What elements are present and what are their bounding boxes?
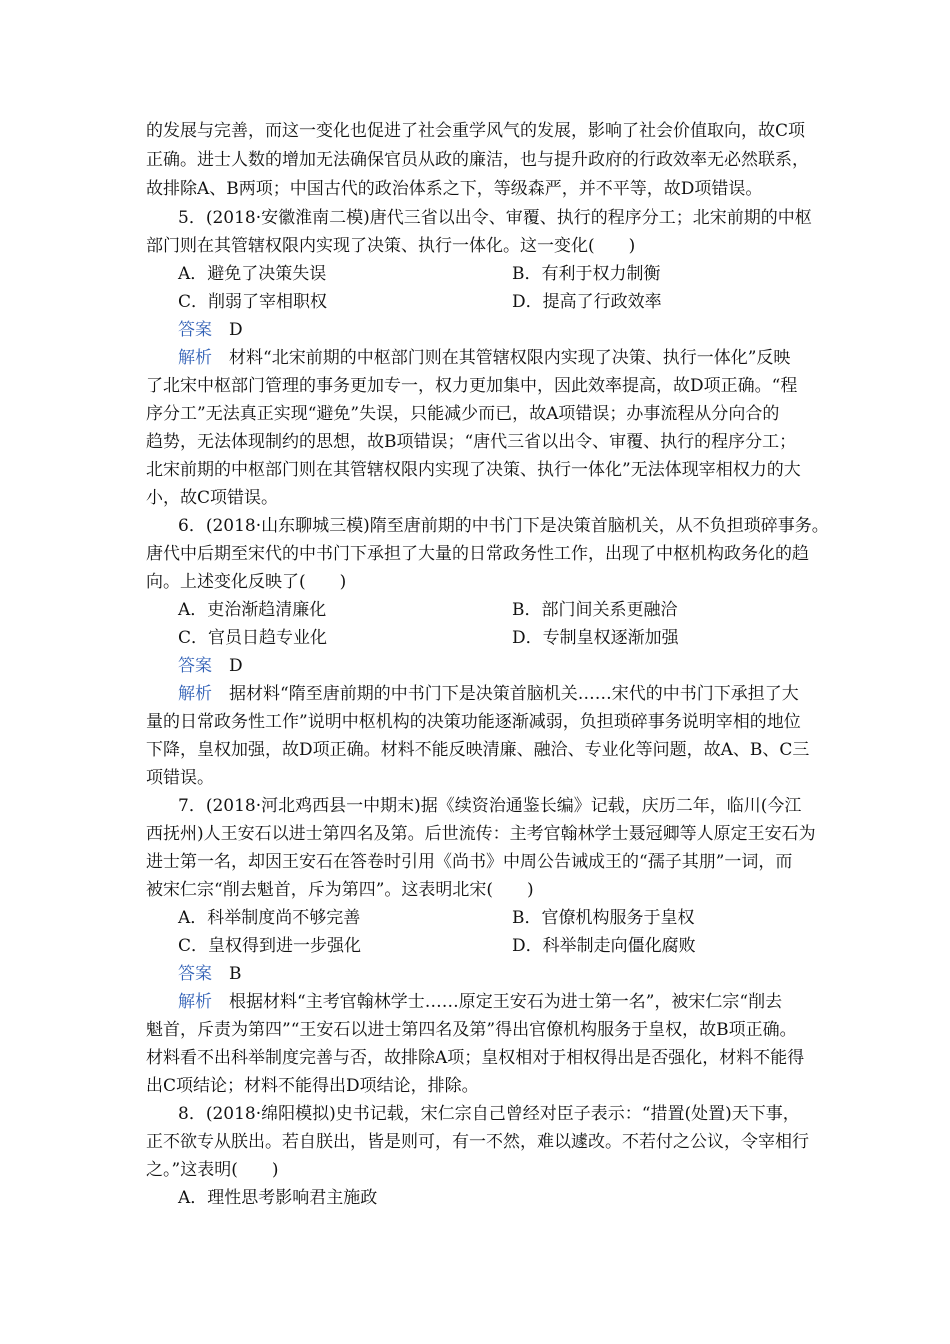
q5-analysis-line: 北宋前期的中枢部门则在其管辖权限内实现了决策、执行一体化”无法体现宰相权力的大 bbox=[146, 460, 801, 480]
question-8-stem: 正不欲专从朕出。若自朕出，皆是则可，有一不然，难以遽改。不若付之公议，令宰相行 bbox=[146, 1132, 809, 1152]
q6-answer-value: D bbox=[229, 656, 243, 676]
q5-analysis-line: 了北宋中枢部门管理的事务更加专一，权力更加集中，因此效率提高，故D项正确。“程 bbox=[146, 376, 798, 396]
q7-analysis-text: 根据材料“主考官翰林学士……原定王安石为进士第一名”，被宋仁宗“削去 bbox=[229, 992, 783, 1012]
q7-answer bbox=[178, 960, 242, 988]
q5-analysis-line: 序分工”无法真正实现“避免”失误，只能减少而已，故A项错误；办事流程从分向合的 bbox=[146, 404, 780, 424]
q7-analysis bbox=[178, 988, 782, 1016]
q5-analysis bbox=[178, 344, 790, 372]
q6-analysis-line: 量的日常政务性工作”说明中枢机构的决策功能逐渐减弱，负担琐碎事务说明宰相的地位 bbox=[146, 712, 801, 732]
q6-option-b: B．部门间关系更融洽 bbox=[512, 600, 678, 620]
q7-option-c: C．皇权得到进一步强化 bbox=[178, 936, 362, 956]
question-7-stem: 被宋仁宗“削去魁首，斥为第四”。这表明北宋( ) bbox=[146, 880, 534, 900]
question-5-stem: 5．(2018·安徽淮南二模)唐代三省以出令、审覆、执行的程序分工；北宋前期的中枢 bbox=[178, 208, 812, 228]
question-6-stem: 6．(2018·山东聊城三模)隋至唐前期的中书门下是决策首脑机关，从不负担琐碎事务。 bbox=[178, 516, 829, 536]
q5-option-b: B．有利于权力制衡 bbox=[512, 264, 661, 284]
q5-option-c: C．削弱了宰相职权 bbox=[178, 292, 328, 312]
q6-analysis-line: 下降，皇权加强，故D项正确。材料不能反映清廉、融洽、专业化等问题，故A、B、C三 bbox=[146, 740, 810, 760]
q7-analysis-line: 魁首，斥责为第四”“王安石以进士第四名及第”得出官僚机构服务于皇权，故B项正确。 bbox=[146, 1020, 797, 1040]
q5-analysis-line: 趋势，无法体现制约的思想，故B项错误；“唐代三省以出令、审覆、执行的程序分工； bbox=[146, 432, 797, 452]
question-8-stem: 8．(2018·绵阳模拟)史书记载，宋仁宗自己曾经对臣子表示：“措置(处置)天下事， bbox=[178, 1104, 800, 1124]
analysis-label: 解析 bbox=[178, 348, 212, 368]
q5-answer bbox=[178, 316, 243, 344]
q6-option-c: C．官员日趋专业化 bbox=[178, 628, 328, 648]
question-6-stem: 向。上述变化反映了( ) bbox=[146, 572, 347, 592]
q6-option-a: A．吏治渐趋清廉化 bbox=[178, 600, 327, 620]
question-7-stem: 西抚州)人王安石以进士第四名及第。后世流传：主考官翰林学士聂冠卿等人原定王安石为 bbox=[146, 824, 816, 844]
analysis-label: 解析 bbox=[178, 684, 212, 704]
q6-analysis bbox=[178, 680, 799, 708]
question-5-stem: 部门则在其管辖权限内实现了决策、执行一体化。这一变化( ) bbox=[146, 236, 636, 256]
q5-option-d: D．提高了行政效率 bbox=[512, 292, 662, 312]
analysis-label: 解析 bbox=[178, 992, 212, 1012]
q5-analysis-line: 小，故C项错误。 bbox=[146, 488, 279, 508]
q6-answer bbox=[178, 652, 243, 680]
intro-line: 故排除A、B两项；中国古代的政治体系之下，等级森严，并不平等，故D项错误。 bbox=[146, 179, 763, 199]
answer-label: 答案 bbox=[178, 964, 212, 984]
q5-analysis-text: 材料“北宋前期的中枢部门则在其管辖权限内实现了决策、执行一体化”反映 bbox=[229, 348, 791, 368]
q7-analysis-line: 材料看不出科举制度完善与否，故排除A项；皇权相对于相权得出是否强化，材料不能得 bbox=[146, 1048, 805, 1068]
q6-analysis-text: 据材料“隋至唐前期的中书门下是决策首脑机关……宋代的中书门下承担了大 bbox=[229, 684, 799, 704]
q8-option-a: A．理性思考影响君主施政 bbox=[178, 1188, 378, 1208]
q6-analysis-line: 项错误。 bbox=[146, 768, 214, 788]
q6-option-d: D．专制皇权逐渐加强 bbox=[512, 628, 679, 648]
answer-label: 答案 bbox=[178, 320, 212, 340]
question-8-stem: 之。”这表明( ) bbox=[146, 1160, 279, 1180]
q7-option-a: A．科举制度尚不够完善 bbox=[178, 908, 361, 928]
q7-analysis-line: 出C项结论；材料不能得出D项结论，排除。 bbox=[146, 1076, 479, 1096]
intro-line: 的发展与完善，而这一变化也促进了社会重学风气的发展，影响了社会价值取向，故C项 bbox=[146, 121, 806, 141]
q5-answer-value: D bbox=[229, 320, 243, 340]
answer-label: 答案 bbox=[178, 656, 212, 676]
question-7-stem: 7．(2018·河北鸡西县一中期末)据《续资治通鉴长编》记载，庆历二年，临川(今江 bbox=[178, 796, 802, 816]
q7-option-d: D．科举制走向僵化腐败 bbox=[512, 936, 696, 956]
intro-line: 正确。进士人数的增加无法确保官员从政的廉洁，也与提升政府的行政效率无必然联系， bbox=[146, 150, 809, 170]
question-7-stem: 进士第一名，却因王安石在答卷时引用《尚书》中周公告诫成王的“孺子其朋”一词，而 bbox=[146, 852, 793, 872]
q5-option-a: A．避免了决策失误 bbox=[178, 264, 327, 284]
q7-answer-value: B bbox=[229, 964, 242, 984]
q7-option-b: B．官僚机构服务于皇权 bbox=[512, 908, 695, 928]
question-6-stem: 唐代中后期至宋代的中书门下承担了大量的日常政务性工作，出现了中枢机构政务化的趋 bbox=[146, 544, 809, 564]
